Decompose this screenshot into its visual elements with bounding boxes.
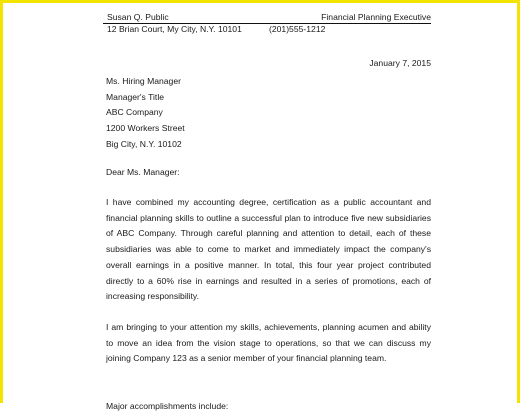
recipient-city: Big City, N.Y. 10102 bbox=[106, 138, 182, 149]
recipient-name: Ms. Hiring Manager bbox=[106, 76, 181, 86]
salutation: Dear Ms. Manager: bbox=[106, 167, 180, 177]
body-paragraph-3: Major accomplishments include: bbox=[106, 401, 229, 411]
sender-job-title: Financial Planning Executive bbox=[321, 12, 431, 22]
recipient-block bbox=[106, 74, 185, 153]
letterhead-bottom-row bbox=[103, 24, 431, 35]
body-paragraph-2: I am bringing to your attention my skills, achievements, planning acumen and ability to move an idea from the vision stage to operations, so that we can discuss my joining Company 123 as a senior member of your financial planning team. bbox=[106, 322, 431, 364]
letterhead-top-row bbox=[103, 12, 431, 24]
sender-phone: (201)555-1212 bbox=[269, 24, 326, 34]
letter-page bbox=[103, 12, 431, 411]
recipient-company: ABC Company bbox=[106, 107, 163, 118]
recipient-street: 1200 Workers Street bbox=[106, 123, 185, 134]
sender-name: Susan Q. Public bbox=[107, 12, 169, 22]
recipient-title: Manager's Title bbox=[106, 91, 165, 102]
sender-address: 12 Brian Court, My City, N.Y. 10101 bbox=[107, 24, 242, 34]
letter-date: January 7, 2015 bbox=[369, 58, 431, 68]
body-paragraph-1: I have combined my accounting degree, certification as a public accountant and financial planning skills to outline a successful plan to introduce five new subsidiaries of ABC Company. Through careful planning and attention to detail, each of these subsidiaries was able to come to market and immediately impact the company's overall earnings in a positive manner. In total, this four year project contributed directly to a 60% rise in earnings and resulted in a series of promotions, each of increasing responsibility. bbox=[106, 197, 431, 302]
